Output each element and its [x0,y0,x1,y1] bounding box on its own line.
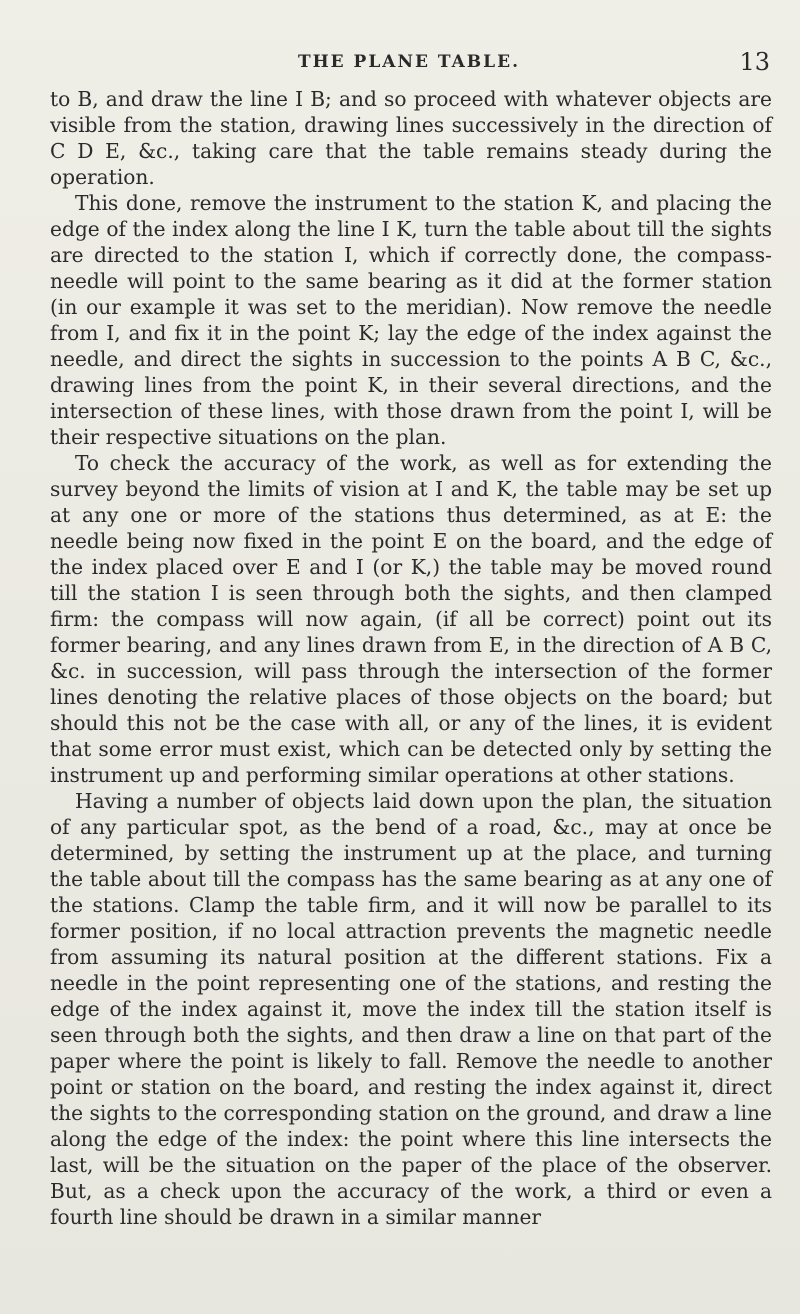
paragraph-3: To check the accuracy of the work, as well as for extending the survey beyond the limits of vision at I and K, the table may be set up at any one or more of the stations thus determined, as at E: the needle being now fixed in the point E on the board, and the edge of the index placed over E and I (or K,) the table may be moved round till the station I is seen through both the sights, and then clamped firm: the compass will now again, (if all be correct) point out its former bearing, and any lines drawn from E, in the direction of A B C, &c. in succession, will pass through the intersection of the former lines denoting the relative places of those objects on the board; but should this not be the case with all, or any of the lines, it is evident that some error must exist, which can be detected only by setting the instrument up and performing similar operations at other stations. [50,451,772,787]
paragraph-2: This done, remove the instrument to the station K, and placing the edge of the index along the line I K, turn the table about till the sights are directed to the station I, which if correctly done, the compass-needle will point to the same bearing as it did at the former station (in our example it was set to the meridian). Now remove the needle from I, and fix it in the point K; lay the edge of the index against the needle, and direct the sights in succession to the points A B C, &c., drawing lines from the point K, in their several directions, and the intersection of these lines, with those drawn from the point I, will be their respective situations on the plan. [50,191,772,449]
body-text [50,86,772,1230]
page-number: 13 [739,48,770,76]
running-title: THE PLANE TABLE. [297,52,521,72]
running-head [48,48,770,82]
paragraph-1: to B, and draw the line I B; and so proceed with whatever objects are visible from the station, drawing lines successively in the direction of C D E, &c., taking care that the table remains steady during the operation. [50,87,772,189]
paragraph-4: Having a number of objects laid down upon the plan, the situation of any particular spot, as the bend of a road, &c., may at once be determined, by setting the instrument up at the place, and turning the table about till the compass has the same bearing as at any one of the stations. Clamp the table firm, and it will now be parallel to its former position, if no local attraction prevents the magnetic needle from assuming its natural position at the different stations. Fix a needle in the point representing one of the stations, and resting the edge of the index against it, move the index till the station itself is seen through both the sights, and then draw a line on that part of the paper where the point is likely to fall. Remove the needle to another point or station on the board, and resting the index against it, direct the sights to the corresponding station on the ground, and draw a line along the edge of the index: the point where this line intersects the last, will be the situation on the paper of the place of the observer. But, as a check upon the accuracy of the work, a third or even a fourth line should be drawn in a similar manner [50,789,772,1229]
